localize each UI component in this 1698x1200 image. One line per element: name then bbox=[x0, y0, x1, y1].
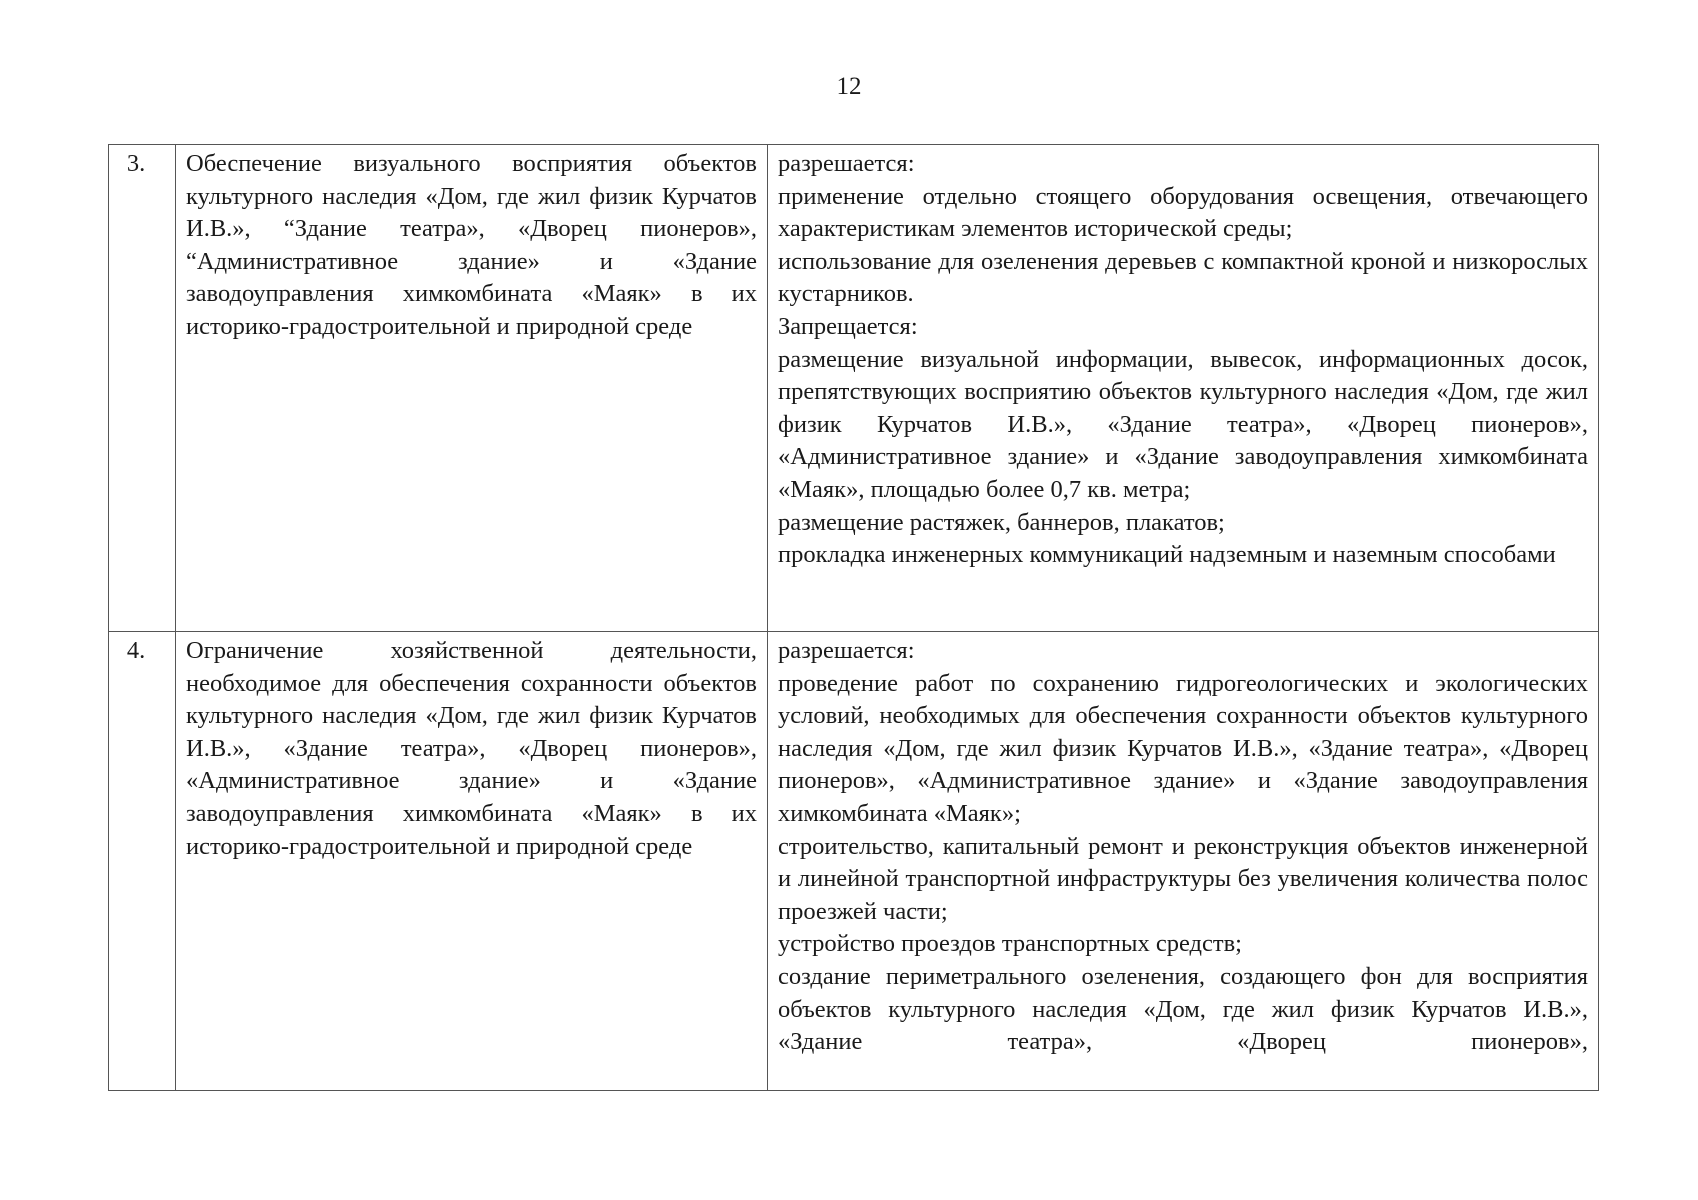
row-requirements-cell bbox=[768, 632, 1599, 1091]
restrictions-table bbox=[108, 144, 1599, 1091]
row-title-cell bbox=[176, 632, 768, 1091]
requirement-item: прокладка инженерных коммуникаций надземным и наземным способами bbox=[778, 541, 1556, 569]
table-row bbox=[109, 145, 1599, 632]
requirement-item: использование для озеленения деревьев с компактной кроной и низкорослых кустарников. bbox=[778, 247, 1588, 308]
table-row bbox=[109, 632, 1599, 1091]
row-title: Обеспечение визуального восприятия объектов культурного наследия «Дом, где жил физик Курчатов И.В.», “Здание театра», «Дворец пионеров», “Административное здание» и «Здание заводоуправления химкомбината «Маяк» в их историко-градостроительной и природной среде bbox=[186, 150, 757, 340]
row-number: 4. bbox=[109, 632, 176, 1091]
row-title-cell bbox=[176, 145, 768, 632]
row-number: 3. bbox=[109, 145, 176, 632]
requirement-item: строительство, капитальный ремонт и реконструкция объектов инженерной и линейной транспортной инфраструктуры без увеличения количества полос проезжей части; bbox=[778, 832, 1588, 925]
page-number: 12 bbox=[836, 73, 862, 100]
requirement-item: разрешается: bbox=[778, 150, 915, 177]
requirement-item: разрешается: bbox=[778, 637, 915, 664]
requirement-item: размещение визуальной информации, вывесок, информационных досок, препятствующих восприятию объектов культурного наследия «Дом, где жил физик Курчатов И.В.», «Здание театра», «Дворец пионеров», «Административное здание» и «Здание заводоуправления химкомбината «Маяк», площадью более 0,7 кв. метра; bbox=[778, 345, 1588, 503]
row-requirements-cell bbox=[768, 145, 1599, 632]
requirement-item: Запрещается: bbox=[778, 312, 918, 340]
row-title: Ограничение хозяйственной деятельности, необходимое для обеспечения сохранности объектов культурного наследия «Дом, где жил физик Курчатов И.В.», «Здание театра», «Дворец пионеров», «Административное здание» и «Здание заводоуправления химкомбината «Маяк» в их историко-градостроительной и природной среде bbox=[186, 637, 757, 860]
requirement-item: создание периметрального озеленения, создающего фон для восприятия объектов культурного наследия «Дом, где жил физик Курчатов И.В.», «Здание театра», «Дворец пионеров», bbox=[778, 962, 1588, 1056]
requirement-item: размещение растяжек, баннеров, плакатов; bbox=[778, 508, 1225, 536]
requirement-item: устройство проездов транспортных средств; bbox=[778, 930, 1242, 958]
requirement-item: применение отдельно стоящего оборудования освещения, отвечающего характеристикам элементов исторической среды; bbox=[778, 182, 1588, 243]
requirement-item: проведение работ по сохранению гидрогеологических и экологических условий, необходимых для обеспечения сохранности объектов культурного наследия «Дом, где жил физик Курчатов И.В.», «Здание театра», «Дворец пионеров», «Административное здание» и «Здание заводоуправления химкомбината «Маяк»; bbox=[778, 669, 1588, 827]
